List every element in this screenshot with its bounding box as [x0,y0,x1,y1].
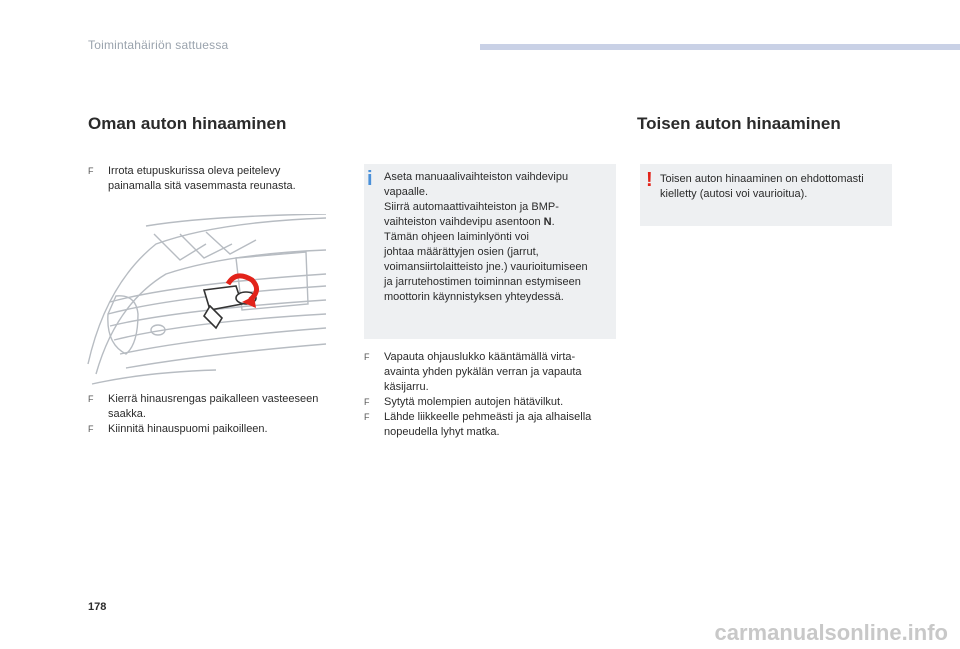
info-line: vapaalle. [384,186,429,198]
page-number: 178 [88,601,107,613]
step-line: Vapauta ohjauslukko kääntämällä virta- [384,351,576,363]
step-line: Lähde liikkeelle pehmeästi ja aja alhaisella [384,411,592,423]
warning-icon: ! [646,169,653,191]
step-line: Sytytä molempien autojen hätävilkut. [384,396,564,408]
left-steps-bottom [88,392,348,437]
gear-suffix: . [551,216,555,228]
list-item [364,350,620,395]
info-line: Aseta manuaalivaihteiston vaihdevipu [384,171,569,183]
info-line: moottorin käynnistyksen yhteydessä. [384,291,564,303]
right-section-title: Toisen auton hinaaminen [637,114,841,133]
bullet-marker: F [364,352,370,362]
step-line: Irrota etupuskurissa oleva peitelevy [108,165,281,177]
list-item [88,164,348,194]
bullet-marker: F [364,397,370,407]
info-line: johtaa määrättyjen osien (jarrut, [384,246,539,258]
warning-line: kielletty (autosi voi vaurioitua). [660,188,808,200]
list-item [88,392,348,422]
watermark: carmanualsonline.info [714,620,948,645]
info-line: ja jarrutehostimen toiminnan estymiseen [384,276,581,288]
bullet-marker: F [88,394,94,404]
bumper-tow-ring-illustration [86,214,330,386]
step-line: saakka. [108,408,146,420]
middle-steps [364,350,620,440]
gear-position: N [543,216,552,228]
info-line: voimansiirtolaitteisto jne.) vaurioitumiseen [384,261,588,273]
left-section-title: Oman auton hinaaminen [88,114,287,133]
bullet-marker: F [88,166,94,176]
info-line-gear [384,215,612,230]
bullet-marker: F [88,424,94,434]
bullet-marker: F [364,412,370,422]
warning-box [640,164,892,226]
info-box [364,164,616,339]
list-item [364,410,620,440]
info-icon: i [367,168,373,190]
step-line: Kierrä hinausrengas paikalleen vasteeseen [108,393,319,405]
step-line: käsijarru. [384,381,429,393]
step-line: Kiinnitä hinauspuomi paikoilleen. [108,423,268,435]
left-steps-top [88,164,348,194]
info-line: Tämän ohjeen laiminlyönti voi [384,231,529,243]
info-line: Siirrä automaattivaihteiston ja BMP- [384,201,559,213]
list-item [88,422,348,437]
info-line: vaihteiston vaihdevipu asentoon [384,216,544,228]
header-bar [480,44,960,50]
warning-line: Toisen auton hinaaminen on ehdottomasti [660,173,864,185]
header-section-title: Toimintahäiriön sattuessa [88,38,229,52]
step-line: avainta yhden pykälän verran ja vapauta [384,366,582,378]
list-item [364,395,620,410]
step-line: nopeudella lyhyt matka. [384,426,500,438]
step-line: painamalla sitä vasemmasta reunasta. [108,180,296,192]
